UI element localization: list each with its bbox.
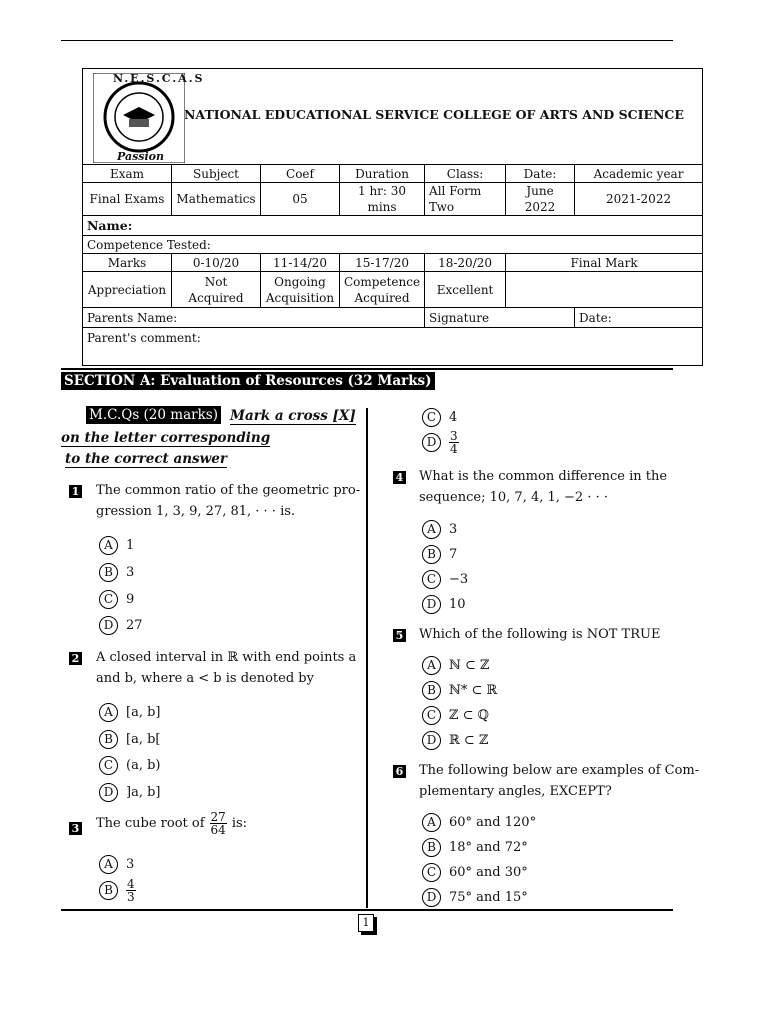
q1-option-b[interactable]: [99, 563, 134, 582]
mcq-title: M.C.Qs (20 marks): [86, 406, 221, 424]
q4-option-c[interactable]: [422, 570, 468, 589]
range-3: 15-17/20: [340, 254, 425, 272]
q3-option-c[interactable]: [422, 408, 457, 427]
exam-value: Final Exams: [83, 183, 172, 216]
class-label: Class:: [425, 165, 506, 183]
option-letter[interactable]: B: [422, 681, 441, 700]
option-letter[interactable]: D: [99, 616, 118, 635]
option-text: 18° and 72°: [449, 840, 528, 855]
year-value: 2021-2022: [575, 183, 703, 216]
question-2-number: 2: [69, 652, 82, 665]
option-letter[interactable]: C: [422, 863, 441, 882]
coef-label: Coef: [261, 165, 340, 183]
fraction-numerator: 3: [450, 429, 458, 443]
question-4-text-cont: sequence; 10, 7, 4, 1, −2 · · ·: [419, 490, 608, 505]
logo-motto: Passion: [117, 150, 165, 163]
option-text: 60° and 120°: [449, 815, 537, 830]
top-rule: [61, 40, 673, 41]
q1-option-c[interactable]: [99, 590, 134, 609]
question-4-text: What is the common difference in the: [419, 469, 668, 484]
page-number: 1: [358, 914, 374, 932]
question-5-text: Which of the following is NOT TRUE: [419, 627, 661, 642]
column-divider: [366, 408, 368, 908]
duration-label: Duration: [340, 165, 425, 183]
question-4-number: 4: [393, 471, 406, 484]
fraction: [126, 878, 136, 903]
mcq-instruction-3: to the correct answer: [65, 451, 227, 467]
subject-value: Mathematics: [172, 183, 261, 216]
question-6-number: 6: [393, 765, 406, 778]
option-text: 4: [449, 410, 458, 425]
fraction-numerator: 27: [210, 810, 226, 824]
option-letter[interactable]: B: [422, 838, 441, 857]
option-text: ℝ ⊂ ℤ: [449, 733, 489, 748]
option-text: −3: [449, 572, 469, 587]
exam-label: Exam: [83, 165, 172, 183]
class-value: All Form Two: [425, 183, 506, 216]
option-text: 3: [449, 522, 458, 537]
q6-option-a[interactable]: [422, 813, 536, 832]
option-text: 9: [126, 592, 135, 607]
q5-option-a[interactable]: [422, 656, 490, 675]
option-letter[interactable]: C: [422, 408, 441, 427]
option-text: ℕ ⊂ ℤ: [449, 658, 490, 673]
option-text: 1: [126, 538, 135, 553]
q2-option-a[interactable]: [99, 703, 160, 722]
option-letter[interactable]: A: [422, 813, 441, 832]
option-text: ℕ* ⊂ ℝ: [449, 683, 498, 698]
option-text: 75° and 15°: [449, 890, 528, 905]
q4-option-a[interactable]: [422, 520, 457, 539]
option-letter[interactable]: D: [422, 595, 441, 614]
q6-option-d[interactable]: [422, 888, 528, 907]
option-text: 3: [126, 857, 135, 872]
option-text: (a, b): [126, 758, 161, 773]
q5-option-b[interactable]: [422, 681, 497, 700]
question-3-number: 3: [69, 822, 82, 835]
q3-option-d[interactable]: [422, 430, 459, 455]
section-a-heading: SECTION A: Evaluation of Resources (32 Marks): [61, 372, 435, 390]
mcq-instruction-1: Mark a cross [X]: [230, 408, 356, 424]
fraction: [449, 430, 459, 455]
date-label: Date:: [506, 165, 575, 183]
fraction-denominator: 3: [127, 890, 135, 904]
range-4: 18-20/20: [425, 254, 506, 272]
fraction-denominator: 4: [450, 442, 458, 456]
option-text: 3: [126, 565, 135, 580]
signature-label: Signature: [425, 308, 575, 328]
option-letter[interactable]: B: [99, 563, 118, 582]
q4-option-d[interactable]: [422, 595, 466, 614]
option-letter[interactable]: C: [99, 590, 118, 609]
header-table: [82, 68, 703, 366]
q1-option-d[interactable]: [99, 616, 143, 635]
fraction: [210, 811, 227, 836]
option-text: 27: [126, 618, 143, 633]
level-1: Not Acquired: [172, 272, 261, 308]
option-letter[interactable]: B: [99, 881, 118, 900]
q6-option-b[interactable]: [422, 838, 528, 857]
option-text: 7: [449, 547, 458, 562]
option-letter[interactable]: A: [99, 855, 118, 874]
name-field: Name:: [83, 216, 703, 236]
question-6-text-cont: plementary angles, EXCEPT?: [419, 784, 612, 799]
option-letter[interactable]: D: [422, 888, 441, 907]
date2-label: Date:: [575, 308, 703, 328]
option-text: [a, b]: [126, 705, 161, 720]
question-6-text: The following below are examples of Com-: [419, 763, 700, 778]
option-text: 10: [449, 597, 466, 612]
q5-option-c[interactable]: [422, 706, 489, 725]
marks-label: Marks: [83, 254, 172, 272]
level-4: Excellent: [425, 272, 506, 308]
year-label: Academic year: [575, 165, 703, 183]
duration-value: 1 hr: 30 mins: [340, 183, 425, 216]
coef-value: 05: [261, 183, 340, 216]
range-2: 11-14/20: [261, 254, 340, 272]
question-1-number: 1: [69, 485, 82, 498]
level-2: Ongoing Acquisition: [261, 272, 340, 308]
college-name: NATIONAL EDUCATIONAL SERVICE COLLEGE OF ARTS AND SCIENCE: [184, 107, 684, 122]
option-letter[interactable]: D: [422, 433, 441, 452]
fraction-denominator: 64: [210, 823, 226, 837]
option-letter[interactable]: C: [422, 570, 441, 589]
question-1-text-cont: gression 1, 3, 9, 27, 81, · · · is.: [96, 504, 296, 519]
option-text: [a, b[: [126, 732, 161, 747]
option-letter[interactable]: A: [99, 703, 118, 722]
option-text: ]a, b]: [126, 785, 161, 800]
question-3-text-part1: The cube root of: [96, 816, 205, 831]
q5-option-d[interactable]: [422, 731, 488, 750]
question-3-text: [96, 811, 247, 836]
level-3: Competence Acquired: [340, 272, 425, 308]
q6-option-c[interactable]: [422, 863, 528, 882]
option-letter[interactable]: C: [99, 756, 118, 775]
option-letter[interactable]: A: [99, 536, 118, 555]
mcq-instruction-2: on the letter corresponding: [61, 430, 271, 446]
option-text: 60° and 30°: [449, 865, 528, 880]
fraction-numerator: 4: [127, 877, 135, 891]
q4-option-b[interactable]: [422, 545, 457, 564]
subject-label: Subject: [172, 165, 261, 183]
option-letter[interactable]: B: [422, 545, 441, 564]
q3-option-b[interactable]: [99, 878, 136, 903]
option-letter[interactable]: A: [422, 520, 441, 539]
q2-option-d[interactable]: [99, 783, 160, 802]
q2-option-c[interactable]: [99, 756, 160, 775]
option-letter[interactable]: D: [99, 783, 118, 802]
bottom-rule: [61, 909, 673, 911]
question-2-text: A closed interval in ℝ with end points a: [96, 650, 357, 665]
question-3-text-part2: is:: [231, 816, 248, 831]
section-rule: [61, 368, 673, 370]
parents-comment: Parent's comment:: [83, 328, 703, 366]
appreciation-label: Appreciation: [83, 272, 172, 308]
range-1: 0-10/20: [172, 254, 261, 272]
question-2-text-cont: and b, where a < b is denoted by: [96, 671, 314, 686]
option-letter[interactable]: D: [422, 731, 441, 750]
final-mark-label: Final Mark: [506, 254, 703, 272]
option-letter[interactable]: A: [422, 656, 441, 675]
question-5-number: 5: [393, 629, 406, 642]
option-letter[interactable]: B: [99, 730, 118, 749]
option-text: ℤ ⊂ ℚ: [449, 708, 489, 723]
q3-option-a[interactable]: [99, 855, 134, 874]
final-mark-box: [506, 272, 703, 308]
q1-option-a[interactable]: [99, 536, 134, 555]
date-value: June 2022: [506, 183, 575, 216]
question-1-text: The common ratio of the geometric pro-: [96, 483, 361, 498]
competence-tested: Competence Tested:: [83, 236, 703, 254]
option-letter[interactable]: C: [422, 706, 441, 725]
parents-name: Parents Name:: [83, 308, 425, 328]
q2-option-b[interactable]: [99, 730, 160, 749]
logo-text: N.E.S.C.A.S: [113, 72, 205, 85]
